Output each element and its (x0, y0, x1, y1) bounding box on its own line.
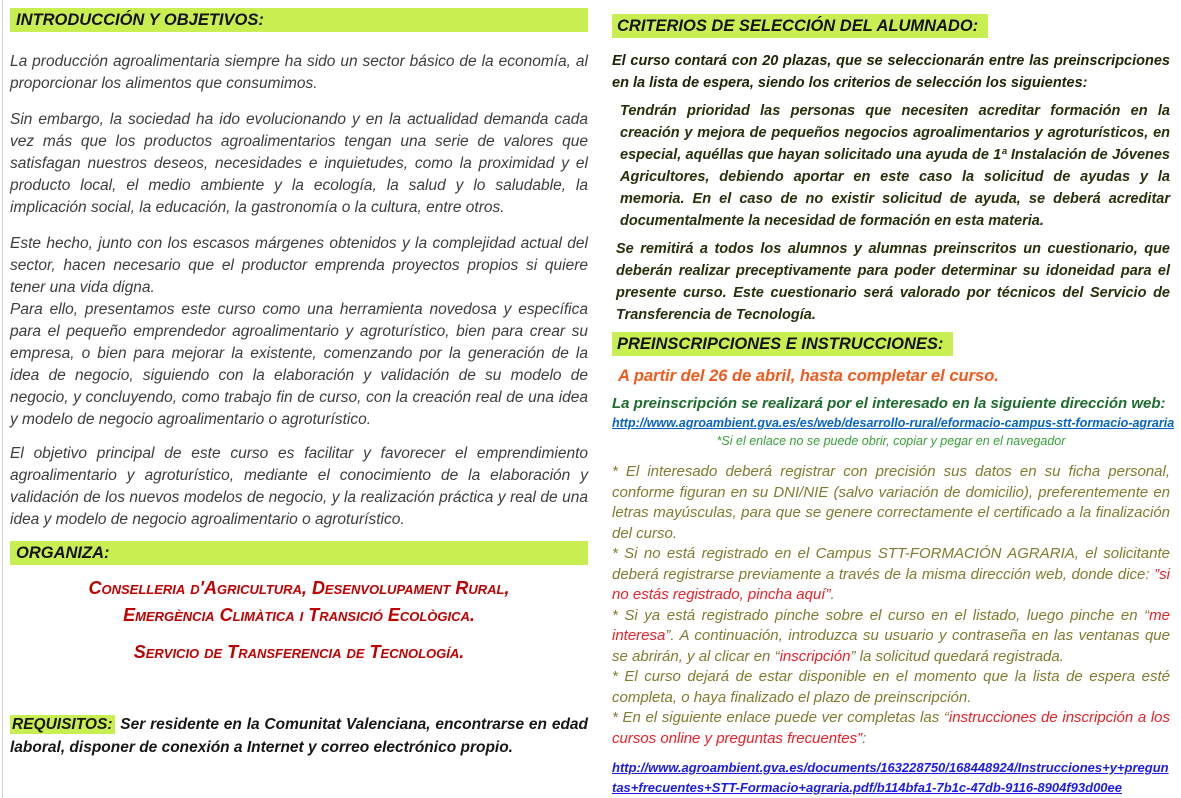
instructions-block (612, 462, 1170, 749)
criterios-paragraph-3: Se remitirá a todos los alumnos y alumnas preinscritos un cuestionario, que deberán realizar preceptivamente para poder determinar su idoneidad para el presente curso. Este cuestionario será valorado por técnicos del Servicio de Transferencia de Tecnología. (616, 241, 1170, 323)
instruction-item-4: * El curso dejará de estar disponible en el momento que la lista de espera esté completa, o haya finalizado el plazo de preinscripción. (612, 668, 1170, 706)
instruction-3-inscripcion-red: inscripción (779, 647, 851, 665)
requisitos-label: REQUISITOS: (10, 715, 115, 734)
preinscripciones-header: PREINSCRIPCIONES E INSTRUCCIONES: (612, 332, 953, 356)
criterios-header: CRITERIOS DE SELECCIÓN DEL ALUMNADO: (612, 14, 988, 38)
start-date-text: A partir del 26 de abril, hasta completar el curso. (618, 367, 999, 385)
page-left-border (2, 0, 3, 798)
left-column (10, 8, 588, 759)
instruction-item-1: * El interesado deberá registrar con precisión sus datos en su ficha personal, conforme figuran en su DNI/NIE (salvo variación de domicilio), preferentemente en letras mayúsculas, para que se genere correctamente el certificado a la finalización del curso. (612, 463, 1170, 542)
instruction-3-text-a: * Si ya está registrado pinche sobre el curso en el listado, luego pinche en “ (612, 606, 1150, 624)
web-address-intro: La preinscripción se realizará por el interesado en la siguiente dirección web: (612, 395, 1166, 412)
course-registration-link[interactable]: http://www.agroambient.gva.es/es/web/desarrollo-rural/eformacio-campus-stt-formacio-agraria (612, 416, 1175, 430)
instruction-item-5 (612, 708, 1170, 749)
instruction-5-colon: : (862, 729, 867, 747)
objective-paragraph: El objetivo principal de este curso es facilitar y favorecer el emprendimiento agroalimentario y agroturístico, mediante el conocimiento de la elaboración y validación de los nuevos modelos de negocio, y la realización práctica y real de una idea y modelo de negocio agroalimentario o agroturístico. (10, 445, 588, 528)
instruction-3-text-b: ”. A continuación, introduzca su usuario y contraseña en las ventanas que se abrirán, y al clicar en “ (612, 627, 1170, 665)
instructions-pdf-link[interactable]: http://www.agroambient.gva.es/documents/163228750/168448924/Instrucciones+y+preguntas+frecuentes+STT-Formacio+agraria.pdf/b114bfa1-7b1c-47db-9116-8904f93d00ee (612, 760, 1169, 795)
instruction-item-3 (612, 606, 1170, 668)
intro-paragraph-1: La producción agroalimentaria siempre ha sido un sector básico de la economía, al proporcionar los alimentos que consumimos. (10, 53, 588, 92)
organiza-line-3: Servicio de Transferencia de Tecnología. (133, 642, 465, 662)
instruction-2-text: * Si no está registrado en el Campus STT-FORMACIÓN AGRARIA, el solicitante deberá registrarse previamente a través de la misma dirección web, donde dice: (612, 545, 1170, 583)
instruction-item-2 (612, 544, 1170, 606)
link-note: *Si el enlace no se puede obrir, copiar y pegar en el navegador (716, 434, 1066, 448)
organiza-line-1: Conselleria d'Agricultura, Desenvolupament Rural, (88, 578, 510, 598)
intro-paragraph-4: Para ello, presentamos este curso como una herramienta novedosa y específica para el pequeño emprendedor agroalimentario y agroturístico, bien para crear su empresa, o bien para mejorar la existente, comenzando por la generación de la idea de negocio, siguiendo con la elaboración y validación de su modelo de negocio, y concluyendo, como trabajo fin de curso, con la creación real de una idea y modelo de negocio agroalimentario o agroturístico. (10, 301, 588, 428)
instruction-2-period: . (830, 586, 835, 603)
instruction-5-quoted-red: instrucciones de inscripción a los cursos online y preguntas frecuentes” (612, 709, 1170, 747)
criterios-paragraph-2: Tendrán prioridad las personas que necesiten acreditar formación en la creación y mejora de pequeños negocios agroalimentarios y agroturísticos, en especial, aquéllas que hayan solicitado una ayuda de 1ª Instalación de Jóvenes Agricultores, debiendo aportar en este caso la solicitud de ayudas y la memoria. En el caso de no existir solicitud de ayuda, se deberá acreditar documentalmente la necesidad de formación en esta materia. (620, 103, 1170, 229)
criterios-paragraph-1: El curso contará con 20 plazas, que se seleccionarán entre las preinscripciones en la lista de espera, siendo los criterios de selección los siguientes: (612, 53, 1170, 91)
intro-header: INTRODUCCIÓN Y OBJETIVOS: (10, 8, 588, 32)
organiza-line-2: Emergència Climàtica i Transició Ecològica. (123, 605, 475, 625)
requisitos-paragraph (10, 713, 588, 759)
instruction-3-text-c: ” la solicitud quedará registrada. (850, 647, 1064, 665)
organiza-header: ORGANIZA: (10, 541, 588, 565)
intro-paragraph-3: Este hecho, junto con los escasos márgenes obtenidos y la complejidad actual del sector, hacen necesario que el productor emprenda proyectos propios si quiere tener una vida digna. (10, 235, 588, 296)
right-column (612, 14, 1175, 798)
instruction-3-me-interesa-red: me interesa (612, 606, 1170, 644)
requisitos-text: Ser residente en la Comunitat Valenciana, encontrarse en edad laboral, disponer de conexión a Internet y correo electrónico propio. (10, 716, 588, 756)
intro-paragraph-2: Sin embargo, la sociedad ha ido evolucionando y en la actualidad demanda cada vez más que los productos agroalimentarios tengan una serie de valores que satisfagan nuestros deseos, necesidades e inquietudes, como la proximidad y el producto local, el medio ambiente y la ecología, la salud y lo saludable, la implicación social, la educación, la gastronomía o la cultura, entre otros. (10, 111, 588, 216)
instruction-5-text: * En el siguiente enlace puede ver completas las “ (612, 709, 949, 726)
instruction-2-quoted-red: ”si no estás registrado, pincha aquí” (612, 565, 1170, 603)
